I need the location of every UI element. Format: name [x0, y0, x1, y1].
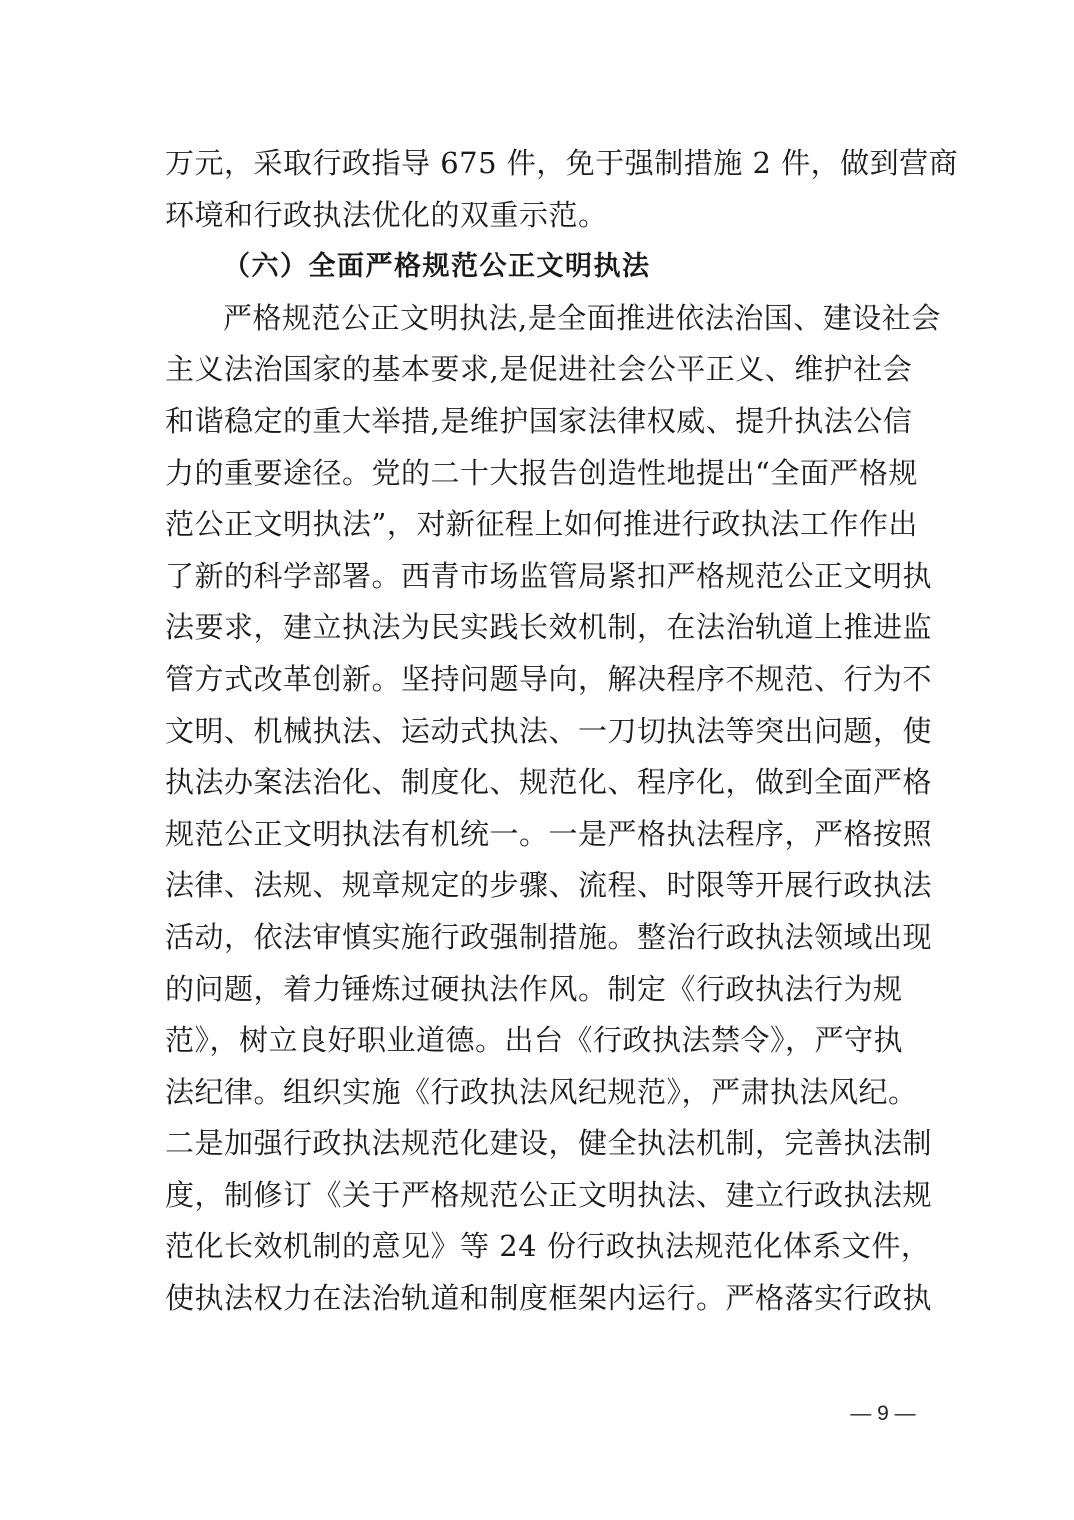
text-line: 了新的科学部署。西青市场监管局紧扣严格规范公正文明执: [165, 558, 933, 593]
text-line: 范公正文明执法”，对新征程上如何推进行政执法工作作出: [165, 507, 918, 542]
text-line: 活动，依法审慎实施行政强制措施。整治行政执法领域出现: [165, 919, 933, 954]
text-line: 规范公正文明执法有机统一。一是严格执法程序，严格按照: [165, 816, 933, 851]
paragraph-first-line: 严格规范公正文明执法,是全面推进依法治国、建设社会: [223, 300, 941, 335]
text-line: 使执法权力在法治轨道和制度框架内运行。严格落实行政执: [165, 1281, 933, 1316]
text-line: 法律、法规、规章规定的步骤、流程、时限等开展行政执法: [165, 868, 933, 903]
text-line: 和谐稳定的重大举措,是维护国家法律权威、提升执法公信: [165, 403, 913, 438]
text-line: 法要求，建立执法为民实践长效机制，在法治轨道上推进监: [165, 610, 933, 645]
text-line: 的问题，着力锤炼过硬执法作风。制定《行政执法行为规: [165, 971, 903, 1006]
text-line: 范》，树立良好职业道德。出台《行政执法禁令》，严守执: [165, 1023, 904, 1058]
text-line: 二是加强行政执法规范化建设，健全执法机制，完善执法制: [165, 1126, 933, 1161]
text-line: 万元，采取行政指导 675 件，免于强制措施 2 件，做到营商: [165, 146, 959, 180]
text-line: 环境和行政执法优化的双重示范。: [165, 197, 608, 232]
text-line: 文明、机械执法、运动式执法、一刀切执法等突出问题，使: [165, 713, 933, 748]
text-line: 主义法治国家的基本要求,是促进社会公平正义、维护社会: [165, 352, 913, 387]
text-line: 法纪律。组织实施《行政执法风纪规范》，严肃执法风纪。: [165, 1074, 918, 1109]
text-line: 管方式改革创新。坚持问题导向，解决程序不规范、行为不: [165, 661, 933, 696]
section-heading: （六）全面严格规范公正文明执法: [223, 251, 651, 283]
page-number: — 9 —: [850, 1402, 916, 1425]
text-line: 力的重要途径。党的二十大报告创造性地提出“全面严格规: [165, 455, 918, 490]
body-text: [165, 138, 959, 1325]
text-line: 度，制修订《关于严格规范公正文明执法、建立行政执法规: [165, 1177, 933, 1212]
text-line: 范化长效机制的意见》等 24 份行政执法规范化体系文件，: [165, 1229, 931, 1264]
text-line: 执法办案法治化、制度化、规范化、程序化，做到全面严格: [165, 765, 933, 800]
